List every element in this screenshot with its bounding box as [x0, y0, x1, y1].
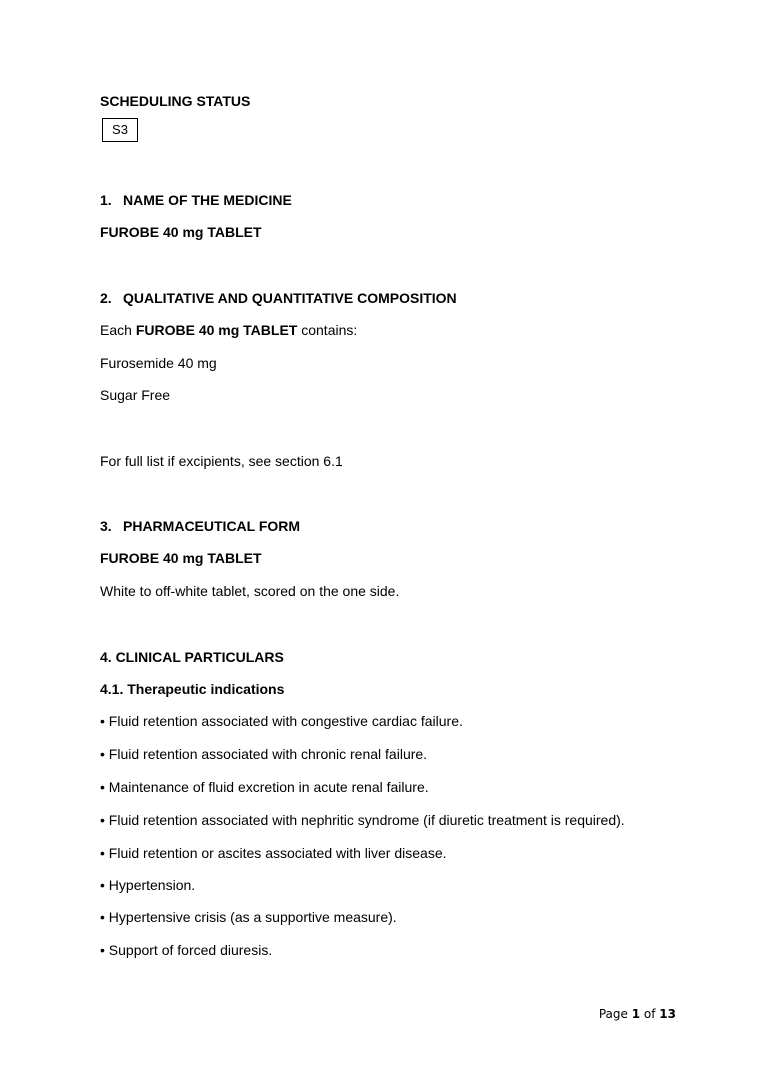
section-1-product-name: FUROBE 40 mg TABLET — [100, 224, 262, 240]
scheduling-status-badge: S3 — [102, 118, 138, 142]
indication-item: • Fluid retention associated with nephritic syndrome (if diuretic treatment is required). — [100, 812, 625, 828]
section-2-title: QUALITATIVE AND QUANTITATIVE COMPOSITION — [123, 290, 457, 306]
section-2-number: 2. — [100, 290, 112, 306]
indication-item: • Support of forced diuresis. — [100, 942, 273, 958]
page-current: 1 — [631, 1007, 641, 1021]
sugar-free-line: Sugar Free — [100, 387, 171, 403]
section-2-heading — [100, 290, 457, 306]
indication-item: • Hypertensive crisis (as a supportive measure). — [100, 909, 397, 925]
composition-prefix: Each — [100, 322, 136, 338]
section-3-title: PHARMACEUTICAL FORM — [123, 518, 301, 534]
page-word: Page — [598, 1007, 632, 1021]
section-3-heading — [100, 518, 300, 534]
section-3-number: 3. — [100, 518, 112, 534]
section-1-number: 1. — [100, 192, 112, 208]
indication-item: • Hypertension. — [100, 877, 196, 893]
section-4-heading: 4. CLINICAL PARTICULARS — [100, 649, 284, 665]
pharmaceutical-form-description: White to off-white tablet, scored on the one side. — [100, 583, 400, 599]
indication-item: • Fluid retention associated with congestive cardiac failure. — [100, 713, 463, 729]
composition-statement — [100, 322, 357, 338]
indication-item: • Fluid retention associated with chronic renal failure. — [100, 746, 428, 762]
section-1-heading — [100, 192, 292, 208]
indication-item: • Fluid retention or ascites associated with liver disease. — [100, 845, 447, 861]
scheduling-status-heading: SCHEDULING STATUS — [100, 93, 251, 109]
of-word: of — [640, 1007, 660, 1021]
ingredient-line: Furosemide 40 mg — [100, 355, 217, 371]
composition-product: FUROBE 40 mg TABLET — [135, 322, 298, 338]
excipients-note: For full list if excipients, see section 6.1 — [100, 453, 343, 469]
composition-suffix: contains: — [297, 322, 358, 338]
section-1-title: NAME OF THE MEDICINE — [123, 192, 292, 208]
page-total: 13 — [659, 1007, 676, 1021]
section-3-product-name: FUROBE 40 mg TABLET — [100, 550, 262, 566]
page-number — [599, 1007, 676, 1021]
therapeutic-indications-subheading: 4.1. Therapeutic indications — [100, 681, 285, 697]
indication-item: • Maintenance of fluid excretion in acute renal failure. — [100, 779, 429, 795]
